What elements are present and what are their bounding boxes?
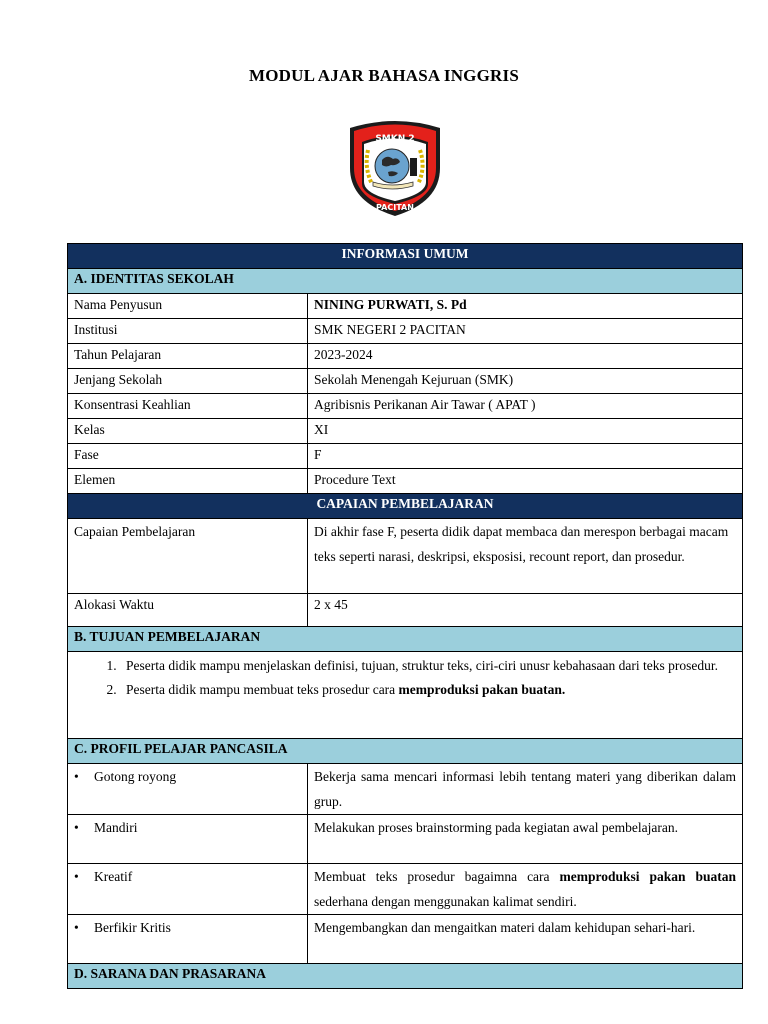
- table-row: [68, 369, 743, 394]
- row-value: NINING PURWATI, S. Pd: [308, 294, 743, 319]
- table-row: [68, 294, 743, 319]
- profil-item-label: • Berfikir Kritis: [68, 915, 308, 964]
- alokasi-row: [68, 594, 743, 627]
- tujuan-heading-row: [68, 627, 743, 652]
- svg-text:SMKN 2: SMKN 2: [375, 134, 415, 144]
- row-label: Nama Penyusun: [68, 294, 308, 319]
- profil-row: [68, 815, 743, 864]
- profil-item-desc: Bekerja sama mencari informasi lebih tentang materi yang diberikan dalam grup.: [308, 764, 743, 815]
- informasi-umum-title: INFORMASI UMUM: [68, 244, 743, 269]
- module-info-table: [67, 243, 743, 989]
- row-label: Tahun Pelajaran: [68, 344, 308, 369]
- profil-item-label: • Gotong royong: [68, 764, 308, 815]
- tujuan-item2-bold: memproduksi pakan buatan.: [398, 682, 566, 697]
- sarana-heading: D. SARANA DAN PRASARANA: [68, 964, 743, 989]
- profil-item-desc: Melakukan proses brainstorming pada kegiatan awal pembelajaran.: [308, 815, 743, 864]
- identitas-heading-row: [68, 269, 743, 294]
- tujuan-item2-text: Peserta didik mampu membuat teks prosedur cara: [126, 682, 399, 697]
- svg-text:PACITAN: PACITAN: [376, 203, 414, 212]
- tujuan-heading: B. TUJUAN PEMBELAJARAN: [68, 627, 743, 652]
- informasi-umum-header: [68, 244, 743, 269]
- profil-row: [68, 864, 743, 915]
- document-title: MODUL AJAR BAHASA INGGRIS: [249, 66, 519, 85]
- profil-row: [68, 764, 743, 815]
- list-item: [120, 682, 742, 698]
- capaian-header: [68, 494, 743, 519]
- row-label: Fase: [68, 444, 308, 469]
- row-label: Konsentrasi Keahlian: [68, 394, 308, 419]
- identitas-heading: A. IDENTITAS SEKOLAH: [68, 269, 743, 294]
- capaian-value: Di akhir fase F, peserta didik dapat membaca dan merespon berbagai macam teks seperti narasi, deskripsi, eksposisi, recount report, dan prosedur.: [308, 519, 743, 594]
- capaian-title: CAPAIAN PEMBELAJARAN: [68, 494, 743, 519]
- capaian-label: Capaian Pembelajaran: [68, 519, 308, 594]
- profil-item-desc: Mengembangkan dan mengaitkan materi dalam kehidupan sehari-hari.: [308, 915, 743, 964]
- smkn2-pacitan-emblem: [340, 110, 450, 220]
- profil-item-label: • Kreatif: [68, 864, 308, 915]
- profil-item-label: • Mandiri: [68, 815, 308, 864]
- table-row: [68, 319, 743, 344]
- list-item: 1. Peserta didik mampu menjelaskan definisi, tujuan, struktur teks, ciri-ciri unusr kebahasaan dari teks prosedur.: [120, 658, 742, 674]
- alokasi-value: 2 x 45: [308, 594, 743, 627]
- row-value: SMK NEGERI 2 PACITAN: [308, 319, 743, 344]
- profil-item-desc: [308, 864, 743, 915]
- profil-heading: C. PROFIL PELAJAR PANCASILA: [68, 739, 743, 764]
- table-row: [68, 419, 743, 444]
- profil-row: [68, 915, 743, 964]
- sarana-heading-row: [68, 964, 743, 989]
- row-label: Elemen: [68, 469, 308, 494]
- row-label: Institusi: [68, 319, 308, 344]
- kreatif-desc-a: Membuat teks prosedur bagaimna cara: [314, 869, 560, 884]
- row-value: 2023-2024: [308, 344, 743, 369]
- kreatif-desc-b: memproduksi pakan buatan: [559, 869, 737, 884]
- row-value: Agribisnis Perikanan Air Tawar ( APAT ): [308, 394, 743, 419]
- row-label: Jenjang Sekolah: [68, 369, 308, 394]
- profil-heading-row: [68, 739, 743, 764]
- table-row: [68, 469, 743, 494]
- school-logo: [313, 108, 477, 222]
- row-value: F: [308, 444, 743, 469]
- tujuan-cell: [68, 652, 743, 739]
- table-row: [68, 344, 743, 369]
- row-label: Kelas: [68, 419, 308, 444]
- kreatif-desc-c: sederhana dengan menggunakan kalimat sendiri.: [314, 894, 577, 909]
- table-row: [68, 394, 743, 419]
- tujuan-row: [68, 652, 743, 739]
- row-value: Sekolah Menengah Kejuruan (SMK): [308, 369, 743, 394]
- tujuan-list: [74, 652, 742, 706]
- alokasi-label: Alokasi Waktu: [68, 594, 308, 627]
- row-value: Procedure Text: [308, 469, 743, 494]
- table-row: [68, 444, 743, 469]
- row-value: XI: [308, 419, 743, 444]
- capaian-row: [68, 519, 743, 594]
